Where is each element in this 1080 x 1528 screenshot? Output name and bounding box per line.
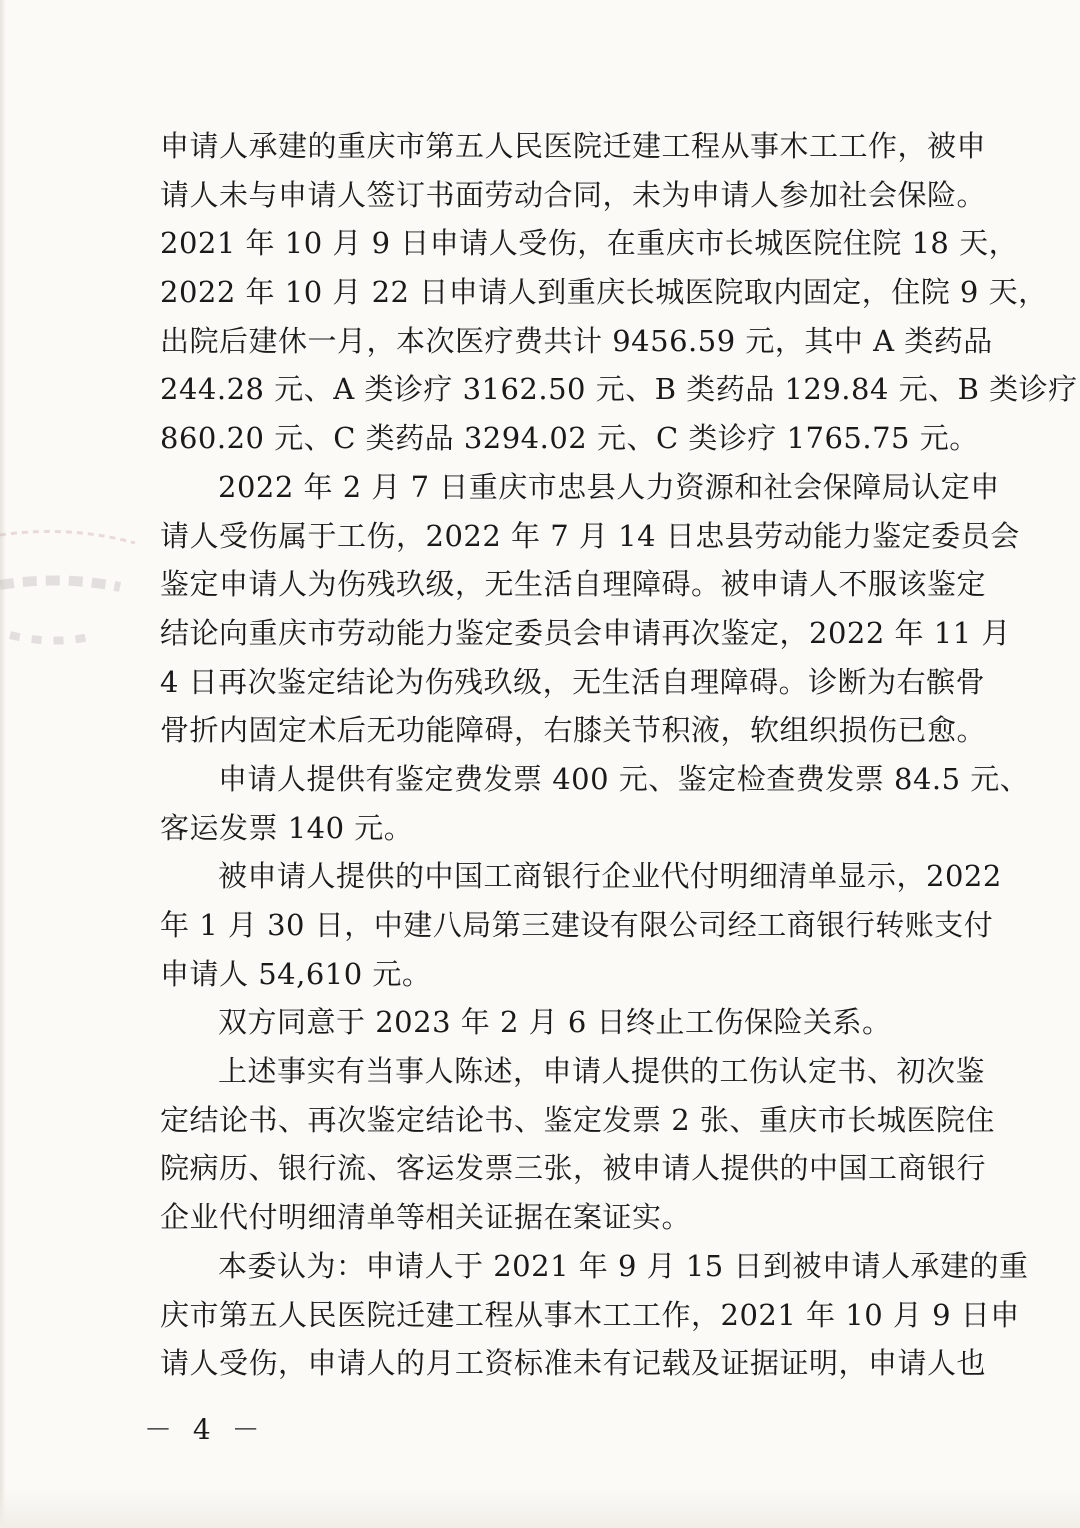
text-line: 定结论书、再次鉴定结论书、鉴定发票 2 张、重庆市长城医院住 <box>160 1102 995 1137</box>
text-line: 本委认为：申请人于 2021 年 9 月 15 日到被申请人承建的重 <box>218 1248 1029 1283</box>
text-line: 鉴定申请人为伤残玖级，无生活自理障碍。被申请人不服该鉴定 <box>160 567 987 602</box>
text-line: 860.20 元、C 类药品 3294.02 元、C 类诊疗 1765.75 元。 <box>160 421 979 456</box>
text-line: 申请人提供有鉴定费发票 400 元、鉴定检查费发票 84.5 元、 <box>218 761 1030 796</box>
paragraph <box>160 852 1002 998</box>
text-line: 请人受伤，申请人的月工资标准未有记载及证据证明，申请人也 <box>160 1346 987 1381</box>
text-line: 企业代付明细清单等相关证据在案证实。 <box>160 1200 692 1235</box>
scan-bottom-edge <box>0 1488 1080 1528</box>
text-line: 年 1 月 30 日，中建八局第三建设有限公司经工商银行转账支付 <box>160 908 994 942</box>
paragraph <box>160 998 970 1047</box>
text-line: 出院后建休一月，本次医疗费共计 9456.59 元，其中 A 类药品 <box>160 323 993 358</box>
page-edge-shadow <box>0 0 6 1528</box>
paragraph <box>160 755 1030 852</box>
text-line: 上述事实有当事人陈述，申请人提供的工伤认定书、初次鉴 <box>218 1054 986 1089</box>
body-text <box>160 122 1078 1388</box>
text-line: 结论向重庆市劳动能力鉴定委员会申请再次鉴定，2022 年 11 月 <box>160 615 1011 650</box>
text-line: 庆市第五人民医院迁建工程从事木工工作，2021 年 10 月 9 日申 <box>160 1297 1020 1332</box>
paragraph <box>160 1047 995 1242</box>
text-line: 被申请人提供的中国工商银行企业代付明细清单显示，2022 <box>218 859 1002 894</box>
text-line: 骨折内固定术后无功能障碍，右膝关节积液，软组织损伤已愈。 <box>160 713 987 748</box>
page-number: － 4 － <box>144 1413 266 1446</box>
text-line: 4 日再次鉴定结论为伤残玖级，无生活自理障碍。诊断为右髌骨 <box>160 664 986 699</box>
text-line: 请人未与申请人签订书面劳动合同，未为申请人参加社会保险。 <box>160 177 987 212</box>
text-line: 2022 年 2 月 7 日重庆市忠县人力资源和社会保障局认定申 <box>218 469 1000 504</box>
seal-stamp-remnant <box>0 525 140 670</box>
text-line: 2022 年 10 月 22 日申请人到重庆长城医院取内固定，住院 9 天， <box>160 275 1048 310</box>
text-line: 申请人 54,610 元。 <box>160 956 432 991</box>
paragraph <box>160 1242 1029 1388</box>
paragraph <box>160 122 1078 463</box>
text-line: 申请人承建的重庆市第五人民医院迁建工程从事木工工作，被申 <box>160 129 987 163</box>
text-line: 双方同意于 2023 年 2 月 6 日终止工伤保险关系。 <box>218 1005 892 1040</box>
text-line: 客运发票 140 元。 <box>160 810 414 845</box>
text-line: 244.28 元、A 类诊疗 3162.50 元、B 类药品 129.84 元、B 类诊疗 <box>160 372 1078 407</box>
text-line: 请人受伤属于工伤，2022 年 7 月 14 日忠县劳动能力鉴定委员会 <box>160 518 1020 553</box>
text-line: 2021 年 10 月 9 日申请人受伤，在重庆市长城医院住院 18 天， <box>160 226 1019 261</box>
paragraph <box>160 463 1020 755</box>
text-line: 院病历、银行流、客运发票三张，被申请人提供的中国工商银行 <box>160 1151 987 1186</box>
